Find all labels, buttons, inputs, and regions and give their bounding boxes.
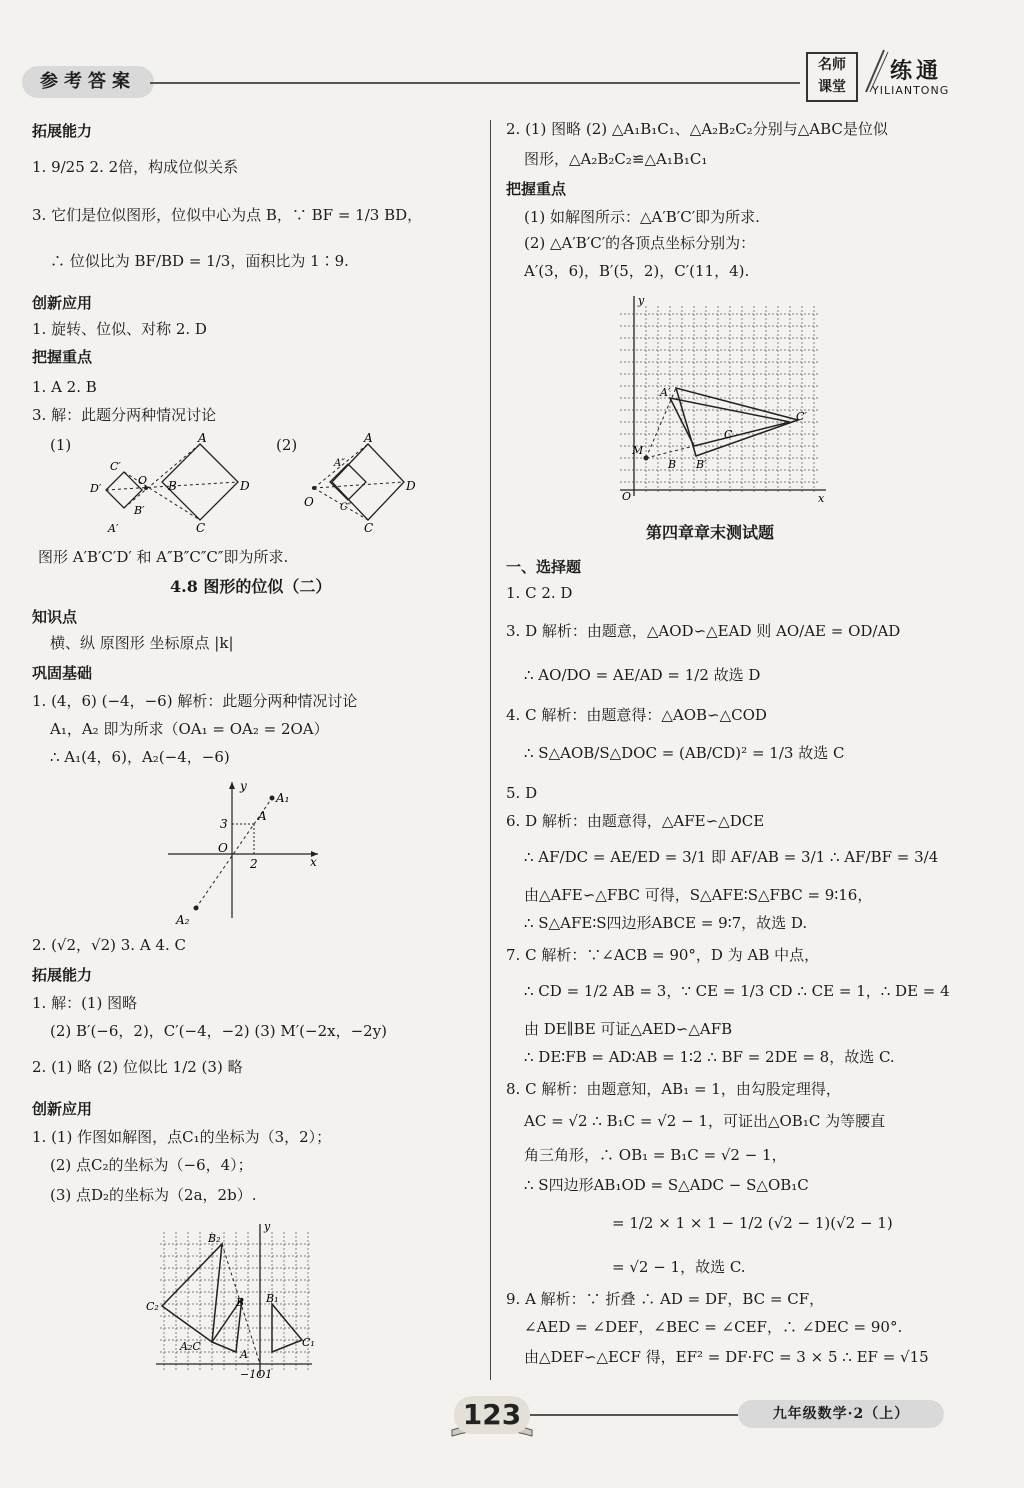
- answer-line: A₁，A₂ 即为所求（OA₁ = OA₂ = 2OA）: [50, 720, 329, 738]
- answer-line: = 1/2 × 1 × 1 − 1/2 (√2 − 1)(√2 − 1): [612, 1214, 893, 1232]
- section-heading: 拓展能力: [32, 122, 93, 140]
- svg-text:A₂: A₂: [176, 913, 190, 924]
- brand-logo-box: [806, 52, 858, 102]
- answer-line: 1. (1) 作图如解图，点C₁的坐标为（3，2）；: [32, 1128, 332, 1146]
- answer-line: 2. (1) 略 (2) 位似比 1/2 (3) 略: [32, 1058, 243, 1076]
- column-divider: [490, 120, 491, 1380]
- svg-text:D: D: [240, 479, 250, 493]
- section-heading: 创新应用: [32, 1100, 93, 1118]
- answer-line: ∴ AO/DO = AE/AD = 1/2 故选 D: [524, 666, 761, 684]
- svg-text:A′: A′: [108, 522, 119, 535]
- answer-line: 3. 它们是位似图形，位似中心为点 B，∵ BF = 1/3 BD，: [32, 206, 423, 224]
- svg-text:O: O: [218, 841, 228, 855]
- answer-line: 1. C 2. D: [506, 584, 573, 602]
- section-heading: 把握重点: [32, 348, 93, 366]
- page-number: 123: [454, 1396, 530, 1434]
- svg-text:D: D: [406, 479, 416, 493]
- footer-rule: [530, 1414, 738, 1416]
- answer-line: (3) 点D₂的坐标为（2a，2b）.: [50, 1186, 257, 1204]
- svg-text:C′: C′: [110, 460, 121, 473]
- svg-text:O: O: [138, 474, 148, 487]
- answer-line: 8. C 解析：由题意知，AB₁ = 1，由勾股定理得，: [506, 1080, 841, 1098]
- answer-line: ∴ A₁(4，6)，A₂(−4，−6): [50, 748, 230, 766]
- answer-line: 2. (√2，√2) 3. A 4. C: [32, 936, 186, 954]
- svg-text:B: B: [168, 479, 177, 493]
- answer-line: ∠AED = ∠DEF，∠BEC = ∠CEF，∴ ∠DEC = 90°.: [524, 1318, 903, 1336]
- answer-line: ∴ S△AFE∶S四边形ABCE = 9∶7，故选 D.: [524, 914, 808, 932]
- similar-figure-diagram-2: [300, 430, 430, 540]
- grid-figure-abc: [614, 292, 832, 506]
- svg-text:A″: A″: [334, 458, 345, 469]
- svg-text:B: B: [236, 1296, 245, 1309]
- answer-line: 图形，△A₂B₂C₂≌△A₁B₁C₁: [524, 150, 708, 168]
- answer-line: 1. 9/25 2. 2倍，构成位似关系: [32, 158, 239, 176]
- similar-figure-diagram-1: [80, 430, 260, 540]
- section-heading: 创新应用: [32, 294, 93, 312]
- answer-line: 3. 解：此题分两种情况讨论: [32, 406, 217, 424]
- svg-text:C: C: [196, 521, 206, 535]
- figure-label: (2): [276, 436, 298, 454]
- brand-subtitle: YILIANTONG: [872, 84, 950, 97]
- answer-line: 3. D 解析：由题意，△AOD∽△EAD 则 AO/AE = OD/AD: [506, 622, 901, 640]
- answer-line: = √2 − 1，故选 C.: [612, 1258, 746, 1276]
- lesson-title: 4.8 图形的位似（二）: [170, 577, 332, 596]
- answer-line: A′(3，6)，B′(5，2)，C′(11，4).: [524, 262, 750, 280]
- grid-figure-triangles: [140, 1220, 320, 1382]
- answer-line: ∴ AF/DC = AE/ED = 3/1 即 AF/AB = 3/1 ∴ AF/BF = 3/4: [524, 848, 939, 866]
- svg-text:x: x: [818, 492, 825, 505]
- answer-line: ∴ S四边形AB₁OD = S△ADC − S△OB₁C: [524, 1176, 809, 1194]
- answer-line: (2) 点C₂的坐标为（−6，4）；: [50, 1156, 253, 1174]
- svg-text:B′: B′: [696, 458, 707, 471]
- svg-text:A: A: [198, 431, 207, 445]
- coordinate-diagram-a1-a2: [160, 776, 325, 924]
- section-heading: 把握重点: [506, 180, 567, 198]
- header-rule: [150, 82, 800, 84]
- svg-text:A₂C: A₂C: [180, 1340, 201, 1353]
- answer-line: (2) △A′B′C′的各顶点坐标分别为：: [524, 234, 756, 252]
- brand-box-top: 名师: [818, 57, 846, 73]
- answer-line: 4. C 解析：由题意得：△AOB∽△COD: [506, 706, 767, 724]
- answer-line: 由△DEF∽△ECF 得，EF² = DF·FC = 3 × 5 ∴ EF = √15: [524, 1348, 929, 1366]
- answer-line: ∴ S△AOB/S△DOC = (AB/CD)² = 1/3 故选 C: [524, 744, 845, 762]
- svg-text:−1O1: −1O1: [240, 1368, 273, 1381]
- svg-text:3: 3: [220, 817, 228, 831]
- svg-text:C″: C″: [340, 502, 352, 513]
- answer-line: 1. A 2. B: [32, 378, 97, 396]
- svg-text:y: y: [240, 779, 247, 793]
- answer-line: 7. C 解析：∵∠ACB = 90°，D 为 AB 中点，: [506, 946, 820, 964]
- svg-text:y: y: [638, 294, 645, 307]
- svg-text:y: y: [264, 1220, 271, 1233]
- header-badge: 参考答案: [22, 66, 154, 98]
- svg-text:D′: D′: [90, 482, 102, 495]
- answer-line: 9. A 解析：∵ 折叠 ∴ AD = DF，BC = CF，: [506, 1290, 825, 1308]
- answer-line: (1) 如解图所示：△A′B′C′即为所求.: [524, 208, 760, 226]
- brand-title: 练通: [890, 58, 943, 84]
- answer-line: 图形 A′B′C′D′ 和 A″B″C″C″即为所求.: [38, 548, 289, 566]
- svg-text:M: M: [632, 444, 644, 457]
- answer-line: 5. D: [506, 784, 538, 802]
- svg-text:C₂: C₂: [146, 1300, 159, 1313]
- answer-line: 1. 旋转、位似、对称 2. D: [32, 320, 207, 338]
- svg-text:A₁: A₁: [276, 791, 290, 805]
- section-heading: 一、选择题: [506, 558, 582, 576]
- answer-line: 由△AFE∽△FBC 可得，S△AFE∶S△FBC = 9∶16，: [524, 886, 873, 904]
- svg-text:A: A: [240, 1348, 248, 1361]
- answer-line: (2) B′(−6，2)，C′(−4，−2) (3) M′(−2x，−2y): [50, 1022, 388, 1040]
- answer-line: ∴ CD = 1/2 AB = 3，∵ CE = 1/3 CD ∴ CE = 1，∴ DE = 4: [524, 982, 950, 1000]
- svg-text:A: A: [258, 809, 267, 823]
- answer-line: 角三角形，∴ OB₁ = B₁C = √2 − 1，: [524, 1146, 787, 1164]
- svg-text:C₁: C₁: [302, 1336, 315, 1349]
- answer-line: 6. D 解析：由题意得，△AFE∽△DCE: [506, 812, 765, 830]
- svg-text:A′: A′: [660, 386, 671, 399]
- section-heading: 拓展能力: [32, 966, 93, 984]
- answer-line: ∴ DE∶FB = AD∶AB = 1∶2 ∴ BF = 2DE = 8，故选 C.: [524, 1048, 895, 1066]
- svg-text:B₁: B₁: [266, 1292, 279, 1305]
- grade-badge: 九年级数学·2（上）: [738, 1400, 944, 1428]
- svg-text:O: O: [622, 490, 632, 503]
- svg-text:C: C: [364, 521, 374, 535]
- answer-line: ∴ 位似比为 BF/BD = 1/3，面积比为 1∶9.: [50, 252, 349, 270]
- answer-line: AC = √2 ∴ B₁C = √2 − 1，可证出△OB₁C 为等腰直: [524, 1112, 886, 1130]
- answer-line: 1. (4，6) (−4，−6) 解析：此题分两种情况讨论: [32, 692, 358, 710]
- svg-text:C: C: [724, 428, 733, 441]
- answer-line: 横、纵 原图形 坐标原点 |k|: [50, 634, 234, 652]
- svg-text:B₂: B₂: [208, 1232, 221, 1245]
- answer-line: 2. (1) 图略 (2) △A₁B₁C₁、△A₂B₂C₂分别与△ABC是位似: [506, 120, 888, 138]
- answer-line: 由 DE∥BE 可证△AED∽△AFB: [524, 1020, 733, 1038]
- answer-line: 1. 解：(1) 图略: [32, 994, 138, 1012]
- svg-text:A: A: [364, 431, 373, 445]
- svg-text:2: 2: [250, 857, 258, 871]
- svg-text:x: x: [310, 855, 317, 869]
- chapter-title: 第四章章末测试题: [646, 523, 775, 542]
- svg-text:B′: B′: [134, 504, 145, 517]
- figure-label: (1): [50, 436, 72, 454]
- svg-text:B: B: [668, 458, 677, 471]
- svg-text:O: O: [304, 495, 314, 509]
- section-heading: 知识点: [32, 608, 78, 626]
- svg-text:C′: C′: [796, 410, 807, 423]
- section-heading: 巩固基础: [32, 664, 93, 682]
- brand-box-bottom: 课堂: [818, 79, 846, 95]
